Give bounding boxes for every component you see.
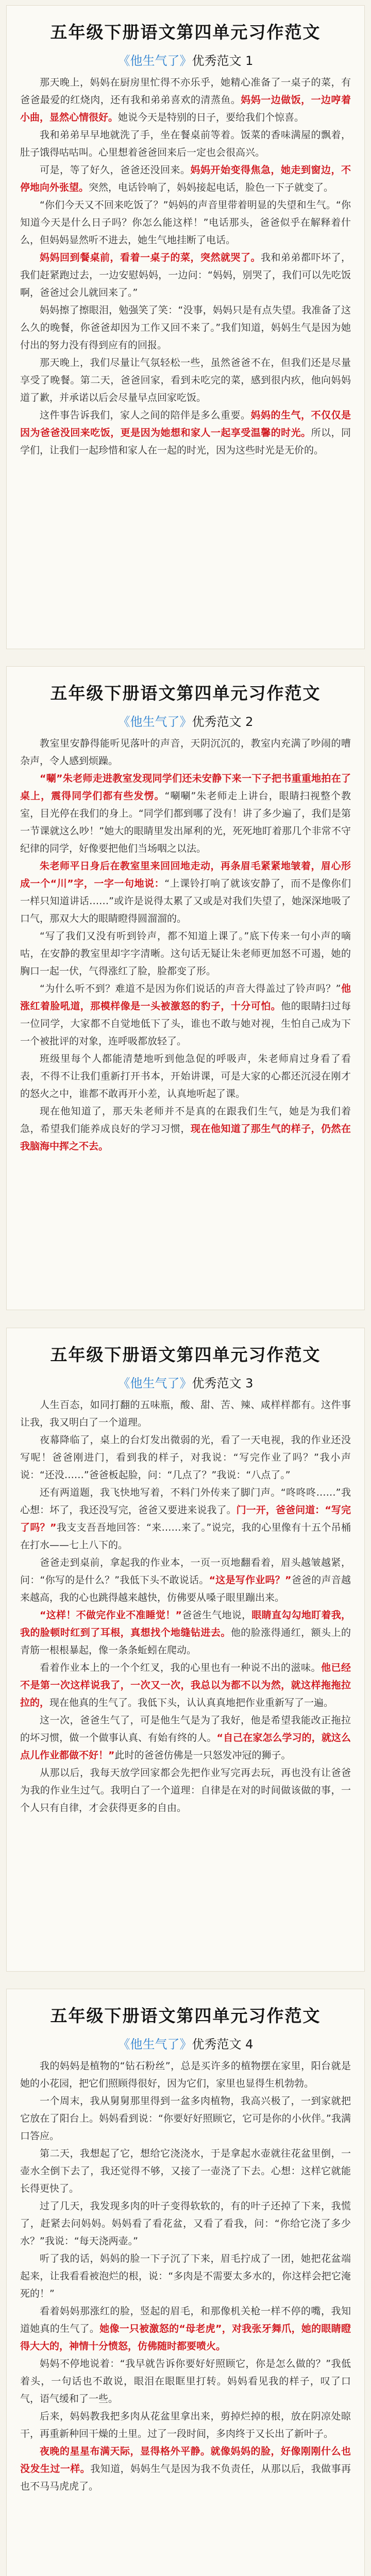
article-paragraph bbox=[20, 1711, 351, 1764]
article-paragraph bbox=[20, 406, 351, 459]
article-paragraph bbox=[20, 857, 351, 927]
article-paragraph bbox=[20, 927, 351, 980]
paragraph-text: “唰唰”朱老师走上讲台，眼睛扫视整个教室，目光停在我们的身上。“同学们都到哪了没有！讲了多少遍了，我们是第一节课就这么吵！”她大的眼睛里发出犀利的光，死死地盯着那几个非常不守纪律的同学，好像要把他们当场咽之以法。 bbox=[20, 790, 351, 855]
highlighted-sentence: “自己在家怎么学习的，就这么点儿作业都做不好！” bbox=[20, 1732, 351, 1761]
article-paragraph bbox=[20, 2355, 351, 2408]
article-paragraph bbox=[20, 1606, 351, 1659]
paragraph-text: 看着作业本上的一个个红叉，我的心里也有一种说不出的滋味。 bbox=[40, 1662, 321, 1673]
article-subtitle bbox=[20, 2034, 351, 2052]
article-paragraph bbox=[20, 2145, 351, 2197]
article-paragraph bbox=[20, 980, 351, 1050]
article-paragraph bbox=[20, 1103, 351, 1155]
paragraph-text: 听了我的话，妈妈的脸一下子沉了下来，眉毛拧成了一团，她把花盆端起来，让我看看被泡烂的根，说：“多肉是不需要太多水的，你这样会把它淹死的！” bbox=[20, 2252, 351, 2299]
highlighted-sentence: 妈妈一边做饭，一边哼着小曲，显然心情很好。 bbox=[20, 94, 351, 123]
article-paragraph bbox=[20, 770, 351, 857]
highlighted-sentence: 现在他知道了那生气的样子，仍然在我脑海中挥之不去。 bbox=[20, 1123, 351, 1153]
paragraph-text: 我和弟弟都吓坏了，我们赶紧跑过去，一边安慰妈妈，一边问：“妈妈，别哭了，我们可以先吃饭啊，爸爸过会儿就回来了。” bbox=[20, 252, 351, 298]
paragraph-text: “你们今天又不回来吃饭了？”妈妈的声音里带着明显的失望和生气。“你知道今天是什么日子吗？你怎么能这样！”电话那头，爸爸似乎在解释着什么，但妈妈显然听不进去，她生气地挂断了电话。 bbox=[20, 199, 351, 246]
highlighted-sentence: “这样！不做完作业不准睡觉！” bbox=[40, 1609, 182, 1621]
article-body bbox=[20, 2057, 351, 2495]
paragraph-text: 她说今天是特别的日子，要给我们个惊喜。 bbox=[118, 112, 305, 123]
article-subtitle-label: 优秀范文 3 bbox=[192, 1376, 254, 1391]
article-body bbox=[20, 735, 351, 1155]
paragraph-text: 可是，等了好久，爸爸还没回来。 bbox=[40, 164, 191, 176]
article-paragraph bbox=[20, 1554, 351, 1606]
paragraph-text: 突然，电话铃响了，妈妈接起电话，脸色一下子就变了。 bbox=[89, 182, 334, 193]
paragraph-text: 他的脸涨得通红，额头上的青筋一根根暴起，像一条条蚯蚓在爬动。 bbox=[20, 1626, 351, 1656]
paragraph-text: 从那以后，我每天放学回家都会先把作业写完再去玩，再也没有让爸爸为我的作业生过气。我明白了一个道理：自律是在对的时间做该做的事，一个人只有自律，才会获得更多的自由。 bbox=[20, 1767, 351, 1814]
article-heading: 五年级下册语文第四单元习作范文 bbox=[50, 1344, 321, 1365]
article-paragraph bbox=[20, 2250, 351, 2302]
paragraph-text: 教室里安静得能听见落叶的声音，天阴沉沉的，教室内充满了吵闹的嘈杂声，令人感到烦躁。 bbox=[20, 738, 351, 767]
article-body bbox=[20, 1396, 351, 1817]
paragraph-text: 所以，同学们，让我们一起珍惜和家人在一起的时光，因为这些时光是无价的。 bbox=[20, 427, 351, 456]
article-paragraph bbox=[20, 2443, 351, 2495]
article-subtitle bbox=[20, 711, 351, 730]
paragraph-text: 我支支吾吾地回答：“来……来了。”说完，我的心里像有十五个吊桶在打水——七上八下的。 bbox=[20, 1521, 351, 1551]
highlighted-sentence: “唰”朱老师走进教室发现同学们还未安静下来一下子把书重重地拍在了桌上，震得同学们都有些发愣。 bbox=[20, 773, 351, 802]
highlighted-sentence: 妈妈回到餐桌前，看着一桌子的菜，突然就哭了。 bbox=[40, 252, 261, 263]
paragraph-text: 一个周末，我从舅舅那里得到一盆多肉植物，我高兴极了，一到家就把它放在了阳台上。妈妈看到说：“你要好好照顾它，它可是你的小伙伴。”我满口答应。 bbox=[20, 2095, 351, 2142]
article-subtitle-label: 优秀范文 4 bbox=[192, 2037, 254, 2052]
paragraph-text: 那天晚上，我们尽量让气氛轻松一些，虽然爸爸不在，但我们还是尽量享受了晚餐。第二天，爸爸回家，看到未吃完的菜，感到很内疚，他向妈妈道了歉，并承诺以后会尽量早点回家吃饭。 bbox=[20, 357, 351, 403]
article-card bbox=[6, 666, 365, 1310]
paragraph-text: 妈妈不停地说着：“我早就告诉你要好好照顾它，你是怎么做的？”我低着头，一句话也不敢说，眼泪在眼眶里打转。妈妈看见我的样子，叹了口气，语气缓和了一些。 bbox=[20, 2358, 351, 2404]
paragraph-text: 班级里每个人都能清楚地听到他急促的呼吸声，朱老师肩过身看了看表，不得不让我们重新打开书本，开始讲课，可是大家的心都还沉浸在刚才的怒火之中，谁都不敢再开小差，认真地听起了课。 bbox=[20, 1053, 351, 1100]
article-paragraph bbox=[20, 161, 351, 196]
article-paragraph bbox=[20, 1659, 351, 1711]
article-body bbox=[20, 74, 351, 459]
highlighted-sentence: 妈妈的生气，不仅仅是因为爸爸没回来吃饭，更是因为她想和家人一起享受温馨的时光。 bbox=[20, 410, 351, 438]
paragraph-text: 爸爸生气地说， bbox=[182, 1609, 252, 1621]
highlighted-sentence: 眼睛直勾勾地盯着我，我的脸顿时红到了耳根，真想找个地缝钻进去。 bbox=[20, 1609, 351, 1638]
paragraph-text: 看着妈妈那涨红的脸，竖起的眉毛，和那像机关枪一样不停的嘴，我知道她真的生气了。 bbox=[20, 2305, 351, 2334]
paragraph-text: 那天晚上，妈妈在厨房里忙得不亦乐乎，她精心准备了一桌子的菜，有爸爸最爱的红烧肉，还有我和弟弟喜欢的清蒸鱼。 bbox=[20, 77, 351, 106]
article-paragraph bbox=[20, 74, 351, 126]
article-paragraph bbox=[20, 2408, 351, 2443]
article-subtitle-label: 优秀范文 1 bbox=[192, 54, 254, 68]
article-paragraph bbox=[20, 354, 351, 406]
paragraph-text: 妈妈擦了擦眼泪，勉强笑了笑：“没事，妈妈只是有点失望。我准备了这么久的晚餐，你爸爸却因为工作又回不来了。”我们知道，妈妈生气是因为她付出的努力没有得到应有的回报。 bbox=[20, 304, 351, 351]
article-paragraph bbox=[20, 735, 351, 770]
paragraph-text: 我和弟弟早早地就洗了手，坐在餐桌前等着。饭菜的香味满屋的飘着，肚子饿得咕咕叫。心里想着爸爸回来后一定也会很高兴。 bbox=[20, 129, 351, 158]
paragraph-text: 第二天，我想起了它，想给它浇浇水，于是拿起水壶就往花盆里倒，一壶水全倒下去了，我还觉得不够，又接了一壶浇了下去。心想：这样它就能长得更快了。 bbox=[20, 2147, 351, 2194]
paragraph-text: “为什么听不到？难道不是因为你们说话的声音大得盖过了铃声吗？” bbox=[40, 983, 341, 995]
highlighted-sentence: “这是写作业吗？” bbox=[209, 1574, 292, 1586]
paragraph-text: 后来，妈妈教我把多肉从花盆里拿出来，剪掉烂掉的根，放在阴凉处晾干，再重新种回干燥的土里。过了一段时间，多肉终于又长出了新叶子。 bbox=[20, 2410, 351, 2439]
paragraph-text: 夜幕降临了，桌上的台灯发出微弱的光，看了一天电视，我的作业还没写呢！爸爸刚进门，看到我的样子，对我说：“写完作业了吗？”我小声说：“还没……”爸爸板起脸，问：“几点了？”我说：“八点了。” bbox=[20, 1434, 351, 1481]
article-paragraph bbox=[20, 2302, 351, 2355]
article-paragraph bbox=[20, 301, 351, 354]
article-paragraph bbox=[20, 1431, 351, 1484]
article-subtitle bbox=[20, 50, 351, 69]
paragraph-text: 这一次，爸爸生气了，可是他生气是为了我好，他是希望我能改正拖拉的坏习惯，做一个做事认真、有始有终的人。 bbox=[20, 1714, 351, 1743]
paragraph-text: 过了几天，我发现多肉的叶子变得软软的，有的叶子还掉了下来，我慌了，赶紧去问妈妈。妈妈看了看花盆，又看了看我，问：“你给它浇了多少水？”我说：“每天浇两壶。” bbox=[20, 2200, 351, 2247]
article-subtitle bbox=[20, 1373, 351, 1391]
paragraph-text: 现在他真的生气了。我低下头，认认真真地把作业重新写了一遍。 bbox=[49, 1697, 334, 1708]
paragraph-text: 爸爸的声音越来越高，我的心也跳得越来越快，仿佛要从嗓子眼里蹦出来。 bbox=[20, 1574, 351, 1603]
highlighted-sentence: 门一开，爸爸问道：“写完了吗？” bbox=[20, 1504, 351, 1533]
article-paragraph bbox=[20, 1764, 351, 1817]
article-paragraph bbox=[20, 2197, 351, 2250]
paragraph-text: “写了我们又没有听到铃声，都不知道上课了。”底下传来一句小声的嘀咕，在安静的教室里却字字清晰。这句话无疑让朱老师更加怒不可遏，她的胸口一起一伏，气得涨红了脸，脸都变了形。 bbox=[20, 930, 351, 977]
article-paragraph bbox=[20, 196, 351, 249]
paragraph-text: 现在他知道了，那天朱老师并不是真的在跟我们生气，她是为我们着急，希望我们能养成良好的学习习惯， bbox=[20, 1106, 351, 1135]
paragraph-text: 我知道，妈妈生气是因为我不负责任，从那以后，我做事再也不马马虎虎了。 bbox=[20, 2463, 351, 2492]
article-subtitle-book-title: 《他生气了》 bbox=[117, 54, 192, 68]
article-paragraph bbox=[20, 249, 351, 301]
highlighted-sentence: 他已经不是第一次这样说我了，一次又一次，我总以为都不以为然，就这样拖拖拉拉的， bbox=[20, 1662, 351, 1708]
article-paragraph bbox=[20, 126, 351, 161]
article-subtitle-book-title: 《他生气了》 bbox=[117, 1376, 192, 1391]
paragraph-text: 这件事告诉我们，家人之间的陪伴是多么重要。 bbox=[40, 410, 251, 421]
paragraph-text: 人生百态，如同打翻的五味瓶，酸、甜、苦、辣、咸样样都有。这件事让我，我又明白了一个道理。 bbox=[20, 1399, 351, 1428]
article-subtitle-label: 优秀范文 2 bbox=[192, 715, 254, 730]
article-card bbox=[6, 1989, 365, 2576]
article-paragraph bbox=[20, 2092, 351, 2145]
article-subtitle-book-title: 《他生气了》 bbox=[117, 2037, 192, 2052]
article-card bbox=[6, 5, 365, 649]
article-heading: 五年级下册语文第四单元习作范文 bbox=[50, 683, 321, 704]
article-heading: 五年级下册语文第四单元习作范文 bbox=[50, 2005, 321, 2026]
article-heading: 五年级下册语文第四单元习作范文 bbox=[50, 22, 321, 42]
paragraph-text: 此时的爸爸仿佛是一只怒发冲冠的狮子。 bbox=[114, 1749, 291, 1761]
article-paragraph bbox=[20, 1396, 351, 1431]
highlighted-sentence: 朱老师平日身后在教室里来回回地走动，再条眉毛紧紧地皱着，眉心形成一个“川”字，一字一句地说： bbox=[20, 860, 351, 890]
article-subtitle-book-title: 《他生气了》 bbox=[117, 715, 192, 730]
highlighted-sentence: 夜晚的星星布满天际，显得格外平静。就像妈妈的脸，好像刚刚什么也没发生过一样。 bbox=[20, 2445, 351, 2475]
paragraph-text: 他的眼睛扫过每一位同学，大家都不自觉地低下了头，谁也不敢与她对视，生怕自己成为下一个被批评的对象，连呼吸都放轻了。 bbox=[20, 1001, 351, 1047]
article-card bbox=[6, 1328, 365, 1972]
paragraph-text: “上课铃打响了就该安静了，而不是像你们一样只知道讲话……”或许是说得太累了又或是对我们失望了，她深深地吸了口气，那双大大的眼睛瞪得圆溜溜的。 bbox=[20, 878, 351, 925]
highlighted-sentence: 他涨红着脸吼道，那模样像是一头被激怒的豹子，十分可怕。 bbox=[20, 983, 351, 1012]
article-paragraph bbox=[20, 1484, 351, 1554]
paragraph-text: 爸爸走到桌前，拿起我的作业本，一页一页地翻看着，眉头越皱越紧，问：“你写的是什么？”我低下头不敢说话。 bbox=[20, 1556, 351, 1586]
highlighted-sentence: 妈妈开始变得焦急，她走到窗边，不停地向外张望。 bbox=[20, 164, 351, 193]
highlighted-sentence: 她像一只被激怒的“母老虎”，对我张牙舞爪，她的眼睛瞪得大大的，神情十分愤怒，仿佛随时都要喷火。 bbox=[20, 2323, 351, 2352]
paragraph-text: 还有两道题，我飞快地写着，不料门外传来了脚门声。“咚咚咚……”我心想：坏了，我还没写完，爸爸又要进来说我了。 bbox=[20, 1486, 351, 1516]
paragraph-text: 我的妈妈是植物的“钻石粉丝”，总是买许多的植物摆在家里，阳台就是她的小花园，把它们照顾得很好，因为它们，家里也显得生机勃勃。 bbox=[20, 2060, 351, 2089]
article-paragraph bbox=[20, 1050, 351, 1103]
article-paragraph bbox=[20, 2057, 351, 2092]
